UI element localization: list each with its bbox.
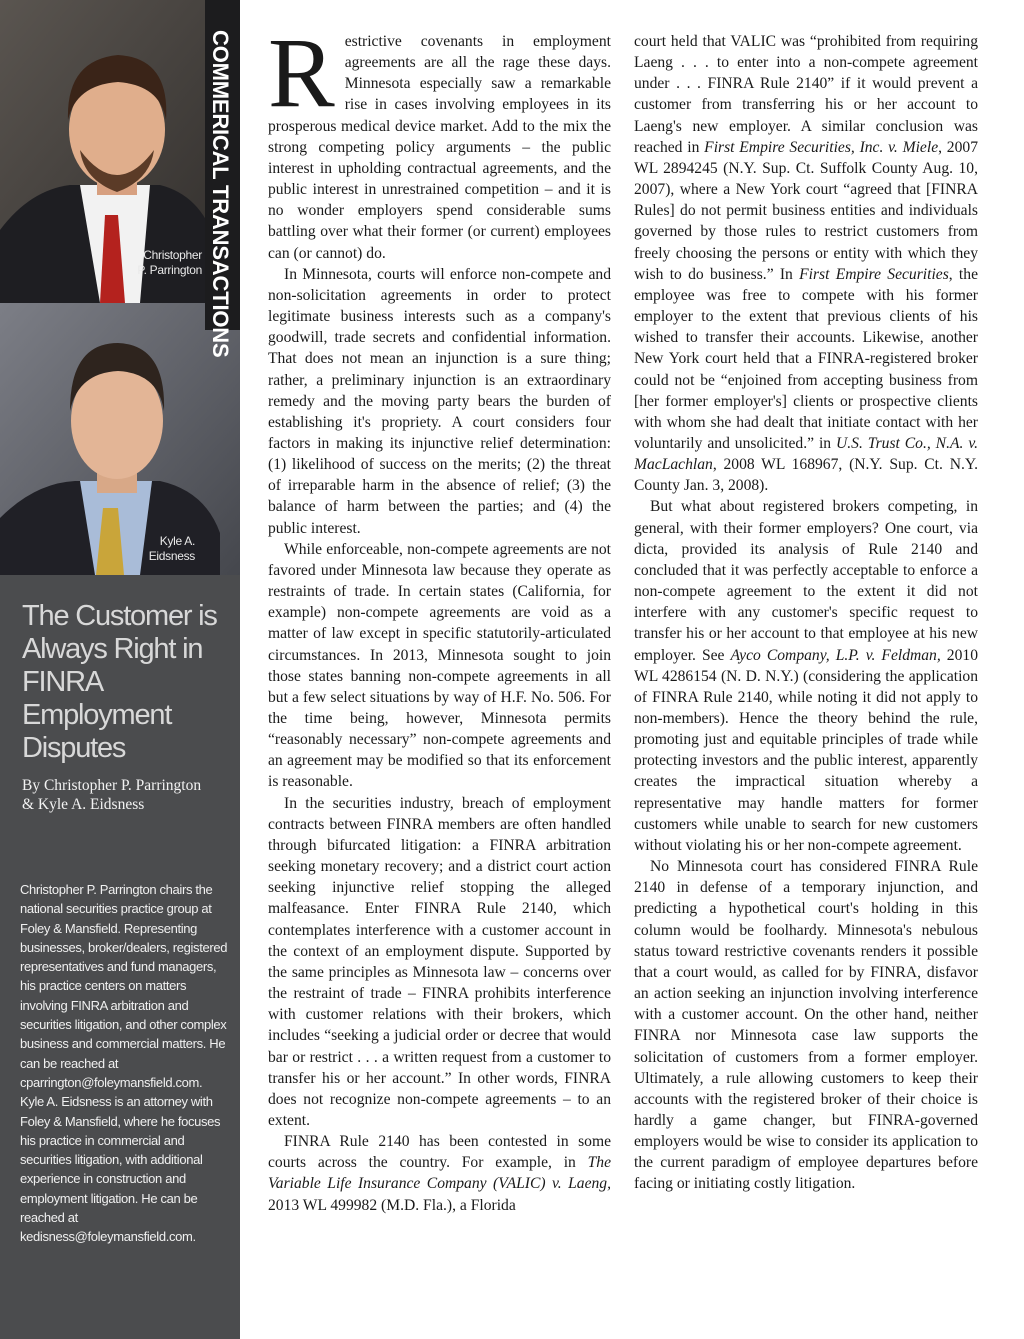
caption-line: Christopher — [143, 248, 202, 262]
byline — [22, 776, 232, 814]
body-column-right — [634, 31, 978, 1195]
case-citation: U.S. Trust Co., N.A. v. MacLachlan — [634, 434, 978, 474]
body-paragraph — [268, 1131, 611, 1216]
author-bio — [20, 880, 232, 1247]
byline-line: & Kyle A. Eidsness — [22, 796, 145, 813]
sidebar — [0, 0, 240, 1339]
body-paragraph: In the securities industry, breach of employment contracts between FINRA members are often handled through bifurcated litigation: a FINRA arbitration seeking monetary recovery; and a district court action seeking injunctive relief stopping the alleged malfeasance. Enter FINRA Rule 2140, which contemplates interference with a customer account in the context of an employment dispute. Supported by the same principles as Minnesota law – concerns over the restraint of trade – FINRA prohibits interference with customer relations with their brokers, which includes “seeking a judicial order or decree that would bar or restrict . . . a written request from a customer to transfer his or her account.” In other words, FINRA does not recognize non-compete agreements – to an extent. — [268, 794, 611, 1129]
paragraph-text: court held that VALIC was “prohibited from requiring Laeng . . . to enter into a non-compete agreement under . . . FINRA Rule 2140” if it would prevent a customer from transferring his or her account to Laeng's new employer. A similar conclusion was reached in — [634, 33, 978, 156]
bio-paragraph: Christopher P. Parrington chairs the national securities practice group at Foley & Mansfield. Representing businesses, broker/dealers, registered representatives and fund managers, his practice centers on matters involving FINRA arbitration and securities litigation, and other complex business and commercial matters. He can be reached at cparrington@foleymansfield.com. — [20, 882, 228, 1090]
body-paragraph: In Minnesota, courts will enforce non-compete and non-solicitation agreements in order to protect legitimate business interests such as a company's goodwill, trade secrets and confidential information. That does not mean an injunction is a sure thing; rather, a preliminary injunction is an extraordinary remedy and the moving party bears the burden of establishing it's propriety. A court considers four factors in making its injunctive relief determination: (1) likelihood of success on the merits; (2) the threat of irreparable harm in the absence of relief; (3) the balance of harm between the parties; and (4) the public interest. — [268, 265, 611, 537]
section-label: COMMERICAL TRANSACTIONS — [208, 30, 233, 358]
paragraph-text: FINRA Rule 2140 has been contested in some courts across the country. For example, in — [268, 1133, 611, 1172]
paragraph-text: But what about registered brokers competing, in general, with their former employers? One court, via dicta, provided its analysis of Rule 2140 and concluded that it was perfectly acceptable to enforce a non-compete agreement to the extent it did not interfere with any customer's specific request to transfer his or her account to that employee at his new employer. See — [634, 498, 978, 664]
case-citation: The Variable Life Insurance Company (VALIC) v. Laeng, — [268, 1154, 611, 1193]
body-paragraph — [634, 31, 978, 496]
paragraph-text: , the employee was free to compete with his former employer to the extent that previous clients of his wished to transfer their accounts. Likewise, another New York court held that a FINRA-registered broker could not be “enjoined from accepting business from [her former employer's] clients or prospective clients with whom she had dealt that initiate contact with her voluntarily and unsolicited.” in — [634, 265, 978, 452]
paragraph-text: , 2007 WL 2894245 (N.Y. Sup. Ct. Suffolk County Aug. 10, 2007), where a New York court “agreed that [FINRA Rules] do not permit business entities and individuals governed by those rules to restrict customers from freely choosing the persons or entity with which they wish to do business.” In — [634, 138, 978, 283]
body-paragraph: No Minnesota court has considered FINRA Rule 2140 in defense of a temporary injunction, and predicting a hypothetical court's holding in this column would be foolhardy. Minnesota's nebulous status toward restrictive covenants renders it possible that a court would, as called for by FINRA, disfavor an action seeking an injunction involving interference with a customer account. On the other hand, neither FINRA nor Minnesota case law supports the solicitation of customers from a former employer. Ultimately, a rule allowing customers to keep their accounts with the registered broker of their choice is hardly a game changer, but FINRA-governed employers would be wise to consider its application to the current paradigm of employee departures before facing or initiating costly litigation. — [634, 858, 978, 1193]
bio-paragraph: Kyle A. Eidsness is an attorney with Foley & Mansfield, where he focuses his practice in commercial and securities litigation, with additional experience in construction and employment litigation. He can be reached at kedisness@foleymansfield.com. — [20, 1094, 221, 1245]
author-photo-eidsness — [0, 303, 240, 575]
drop-cap: R — [268, 17, 335, 128]
paragraph-text: 2013 WL 499982 (M.D. Fla.), a Florida — [268, 1196, 516, 1214]
author-photo-parrington — [0, 0, 240, 303]
paragraph-text: estrictive covenants in employment agreements are all the rage these days. Minnesota especially saw a remarkable rise in cases involving employees in its prosperous medical device market. Add to the mix the strong competing policy arguments – the public interest in upholding contractual agreements, and the public interest in unrestrained competition – and it is no wonder employers spend considerable sums battling over what their former (or current) employees can (or cannot) do. — [268, 33, 611, 262]
article-title: The Customer is Always Right in FINRA Employment Disputes — [22, 600, 217, 764]
body-paragraph — [268, 17, 611, 264]
body-column-left — [268, 17, 611, 1216]
byline-line: By Christopher P. Parrington — [22, 777, 202, 794]
photo-caption-parrington — [137, 248, 202, 278]
case-citation: First Empire Securities, Inc. v. Miele — [704, 138, 939, 156]
case-citation: Ayco Company, L.P. v. Feldman, — [730, 646, 941, 664]
paragraph-text: , 2008 WL 168967, (N.Y. Sup. Ct. N.Y. County Jan. 3, 2008). — [634, 456, 978, 495]
paragraph-text: 2010 WL 4286154 (N. D. N.Y.) (considering the application of FINRA Rule 2140, while noting it did not apply to non-members). Hence the theory behind the rule, promoting just and equitable principles of trade while protecting investors and the public interest, apparently creates the impractical situation whereby a representative may handle matters for former customers while unable to search for new customers without violating his or her non-compete agreement. — [634, 646, 978, 854]
caption-line: P. Parrington — [137, 263, 202, 277]
body-paragraph — [634, 496, 978, 856]
body-paragraph: While enforceable, non-compete agreements are not favored under Minnesota law because they operate as restraints of trade. In certain states (California, for example) non-compete agreements are void as a matter of law except in specific statutorily-articulated circumstances. In 2013, Minnesota sought to join those states banning non-compete agreements in all but a few select situations by way of H.F. No. 506. For the time being, however, Minnesota permits “reasonably necessary” non-compete agreements and an agreement may be modified so that its enforcement is reasonable. — [268, 540, 611, 791]
case-citation: First Empire Securities — [799, 265, 949, 283]
caption-line: Eidsness — [148, 549, 195, 563]
photo-caption-eidsness — [149, 534, 195, 564]
caption-line: Kyle A. — [159, 534, 195, 548]
